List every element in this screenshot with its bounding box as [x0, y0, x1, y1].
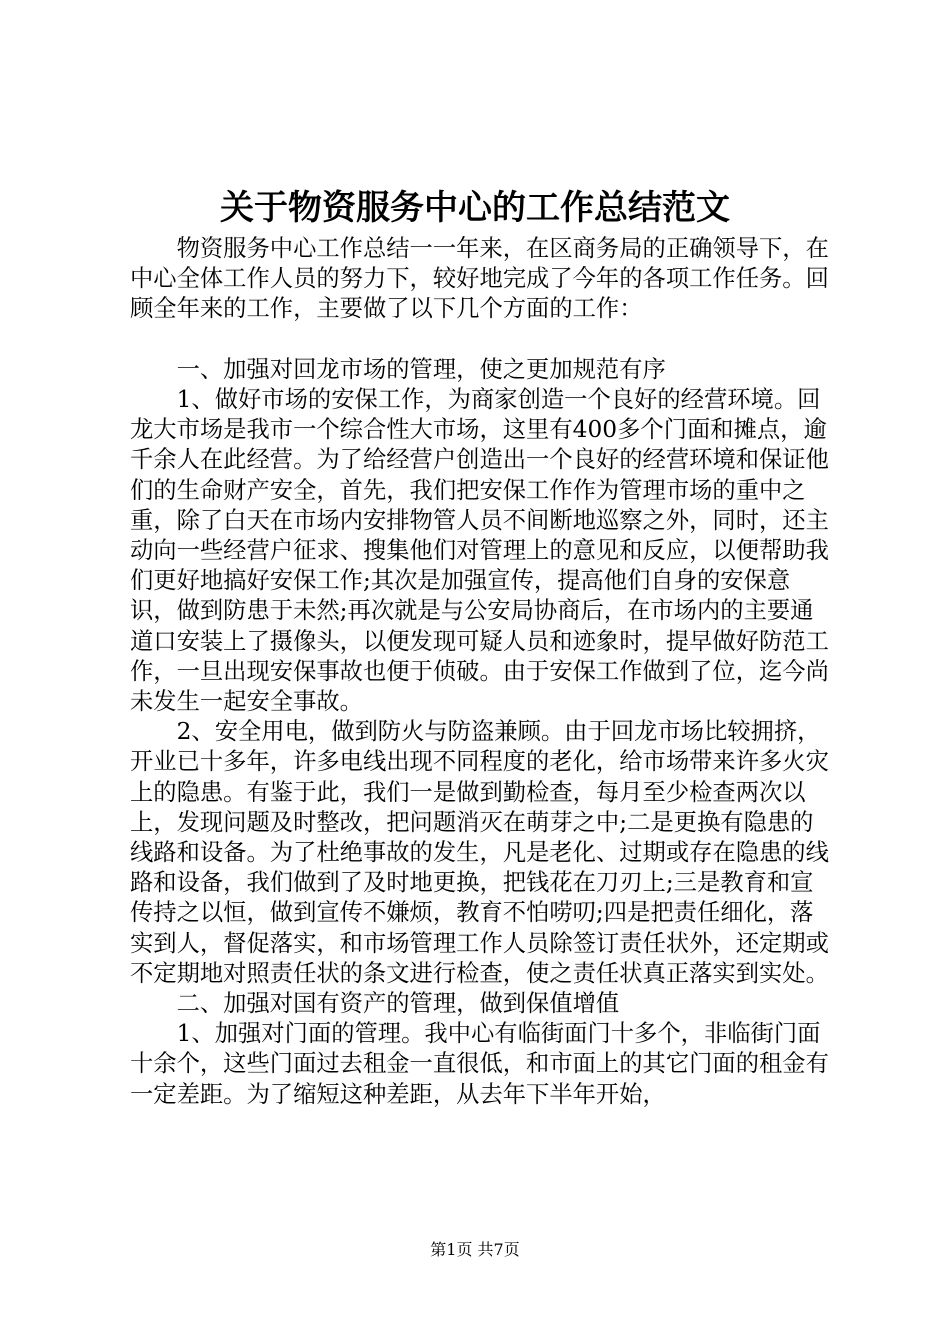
paragraph-spacer: [130, 325, 830, 355]
body-paragraph-electricity: 2、安全用电，做到防火与防盗兼顾。由于回龙市场比较拥挤，开业已十多年，许多电线出现不同程度的老化，给市场带来许多火灾上的隐患。有鉴于此，我们一是做到勤检查，每月至少检查两次以上，发现问题及时整改，把问题消灭在萌芽之中;二是更换有隐患的线路和设备。为了杜绝事故的发生，凡是老化、过期或存在隐患的线路和设备，我们做到了及时地更换，把钱花在刀刃上;三是教育和宣传持之以恒，做到宣传不嫌烦，教育不怕唠叨;四是把责任细化，落实到人，督促落实，和市场管理工作人员除签订责任状外，还定期或不定期地对照责任状的条文进行检查，使之责任状真正落实到实处。: [130, 718, 829, 987]
body-paragraph-security: 1、做好市场的安保工作，为商家创造一个良好的经营环境。回龙大市场是我市一个综合性大市场，这里有400多个门面和摊点，逾千余人在此经营。为了给经营户创造出一个良好的经营环境和保证他们的生命财产安全，首先，我们把安保工作作为管理市场的重中之重，除了白天在市场内安排物管人员不间断地巡察之外，同时，还主动向一些经营户征求、搜集他们对管理上的意见和反应，以便帮助我们更好地搞好安保工作;其次是加强宣传，提高他们自身的安保意识，做到防患于未然;再次就是与公安局协商后，在市场内的主要通道口安装上了摄像头，以便发现可疑人员和迹象时，提早做好防范工作，一旦出现安保事故也便于侦破。由于安保工作做到了位，迄今尚未发生一起安全事故。: [130, 386, 829, 716]
section-heading-1: 一、加强对回龙市场的管理，使之更加规范有序: [176, 355, 666, 383]
body-paragraph-storefronts: 1、加强对门面的管理。我中心有临街面门十多个，非临街门面十余个，这些门面过去租金一直很低，和市面上的其它门面的租金有一定差距。为了缩短这种差距，从去年下半年开始，: [130, 1020, 829, 1108]
document-body: [130, 234, 830, 1110]
section-heading-2: 二、加强对国有资产的管理，做到保值增值: [176, 990, 620, 1018]
page-number-footer: 第1页 共7页: [430, 1240, 520, 1259]
intro-paragraph: 物资服务中心工作总结一一年来，在区商务局的正确领导下，在中心全体工作人员的努力下，较好地完成了今年的各项工作任务。回顾全年来的工作，主要做了以下几个方面的工作：: [130, 235, 829, 323]
document-title: 关于物资服务中心的工作总结范文: [220, 188, 730, 228]
